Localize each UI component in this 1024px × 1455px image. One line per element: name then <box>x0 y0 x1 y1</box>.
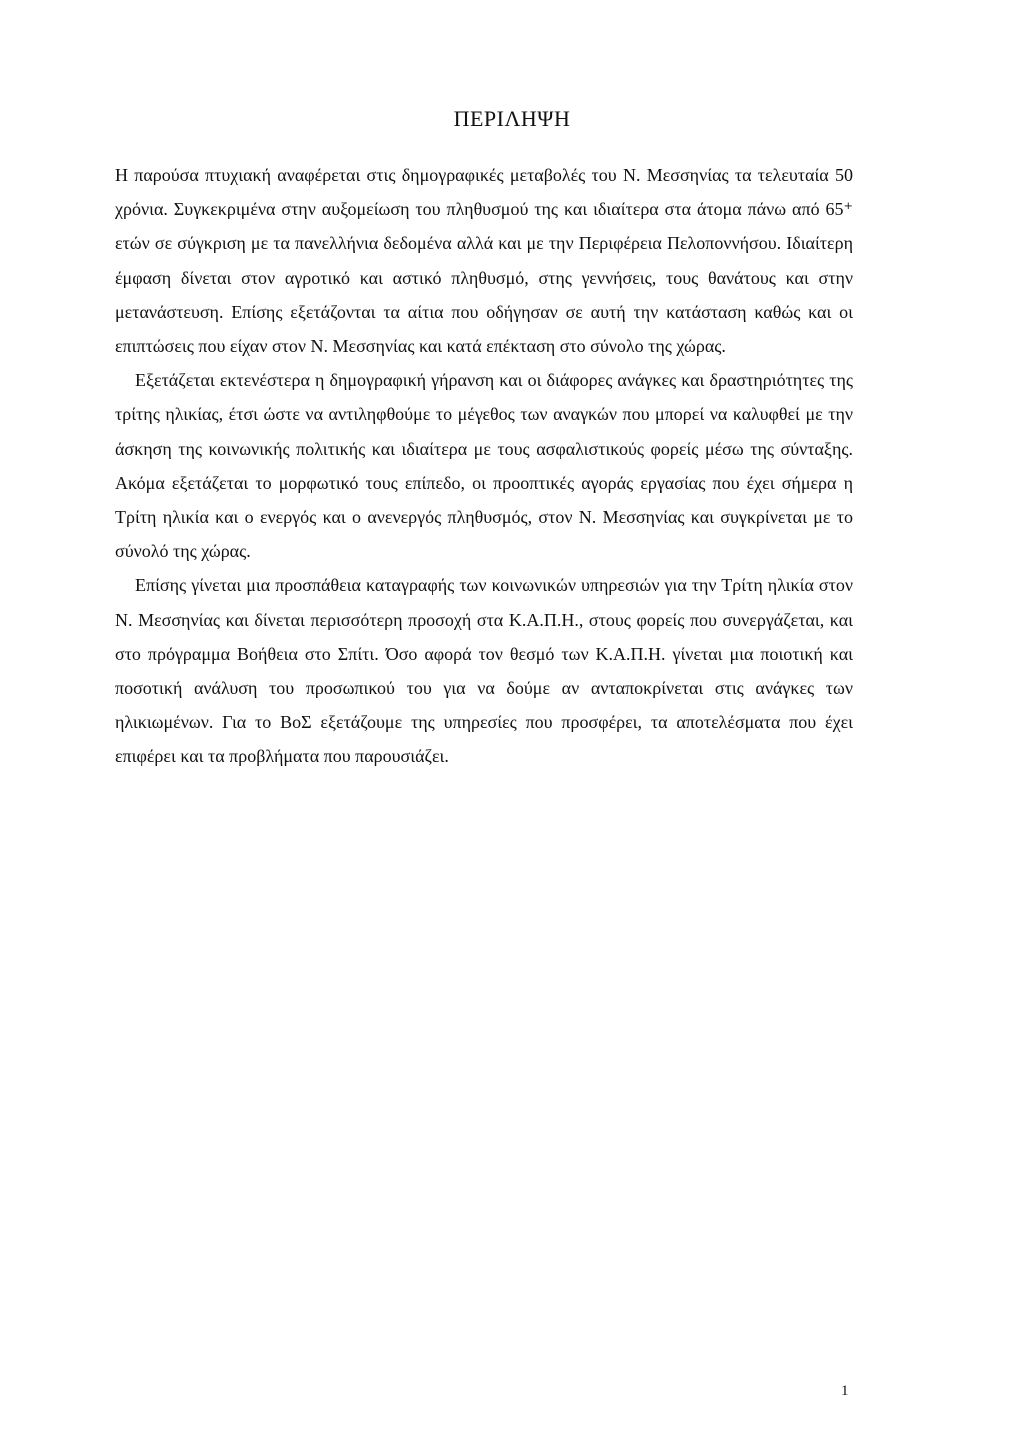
paragraph-1: Η παρούσα πτυχιακή αναφέρεται στις δημογραφικές μεταβολές του Ν. Μεσσηνίας τα τελευταία 50 χρόνια. Συγκεκριμένα στην αυξομείωση του πληθυσμού της και ιδιαίτερα στα άτομα πάνω από 65⁺ ετών σε σύγκριση με τα πανελλήνια δεδομένα αλλά και με την Περιφέρεια Πελοποννήσου. Ιδιαίτερη έμφαση δίνεται στον αγροτικό και αστικό πληθυσμό, στης γεννήσεις, τους θανάτους και στην μετανάστευση. Επίσης εξετάζονται τα αίτια που οδήγησαν σε αυτή την κατάσταση καθώς και οι επιπτώσεις που είχαν στον Ν. Μεσσηνίας και κατά επέκταση στο σύνολο της χώρας. <box>115 165 853 357</box>
page-number: 1 <box>841 1383 849 1399</box>
page-title: ΠΕΡΙΛΗΨΗ <box>453 106 571 131</box>
paragraph-2: Εξετάζεται εκτενέστερα η δημογραφική γήρανση και οι διάφορες ανάγκες και δραστηριότητες της τρίτης ηλικίας, έτσι ώστε να αντιληφθούμε το μέγεθος των αναγκών που μπορεί να καλυφθεί με την άσκηση της κοινωνικής πολιτικής και ιδιαίτερα με τους ασφαλιστικούς φορείς μέσω της σύνταξης. Ακόμα εξετάζεται το μορφωτικό τους επίπεδο, οι προοπτικές αγοράς εργασίας που έχει σήμερα η Τρίτη ηλικία και ο ενεργός και ο ανενεργός πληθυσμός, στον Ν. Μεσσηνίας και συγκρίνεται με το σύνολό της χώρας. <box>115 370 853 562</box>
paragraph-3: Επίσης γίνεται μια προσπάθεια καταγραφής των κοινωνικών υπηρεσιών για την Τρίτη ηλικία στον Ν. Μεσσηνίας και δίνεται περισσότερη προσοχή στα Κ.Α.Π.Η., στους φορείς που συνεργάζεται, και στο πρόγραμμα Βοήθεια στο Σπίτι. Όσο αφορά τον θεσμό των Κ.Α.Π.Η. γίνεται μια ποιοτική και ποσοτική ανάλυση του προσωπικού του για να δούμε αν ανταποκρίνεται στις ανάγκες των ηλικιωμένων. Για το ΒοΣ εξετάζουμε της υπηρεσίες που προσφέρει, τα αποτελέσματα που έχει επιφέρει και τα προβλήματα που παρουσιάζει. <box>115 575 853 767</box>
abstract-body <box>115 158 853 774</box>
